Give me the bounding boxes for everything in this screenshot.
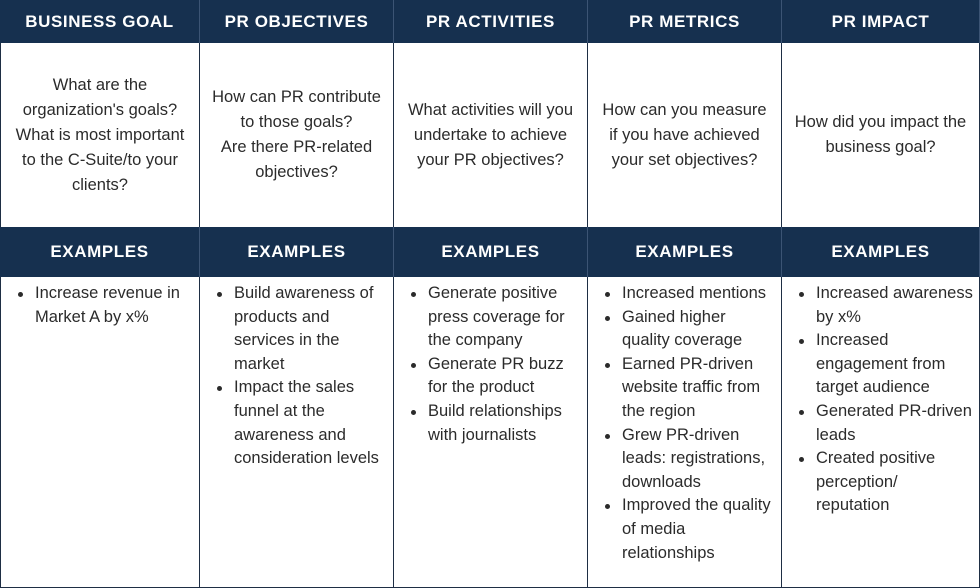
examples-header: EXAMPLES bbox=[394, 227, 588, 277]
question-pr-metrics bbox=[587, 43, 782, 227]
examples-header: EXAMPLES bbox=[0, 227, 200, 277]
list-item: Grew PR-driven leads: registrations, downloads bbox=[622, 424, 777, 495]
question-line: How can PR contribute bbox=[212, 88, 381, 106]
list-item: Increase revenue in Market A by x% bbox=[35, 282, 195, 329]
header-pr-metrics: PR METRICS bbox=[588, 0, 782, 43]
examples-pr-impact bbox=[781, 277, 980, 588]
question-line: to the C-Suite/to your bbox=[22, 150, 178, 169]
question-line: organization's goals? bbox=[22, 100, 178, 119]
question-line: Are there PR-related bbox=[220, 138, 373, 156]
question-line: your set objectives? bbox=[611, 150, 758, 169]
question-line: What are the bbox=[52, 75, 148, 94]
examples-header: EXAMPLES bbox=[200, 227, 394, 277]
list-item: Build relationships with journalists bbox=[428, 400, 583, 447]
question-line: business goal? bbox=[825, 138, 936, 156]
header-business-goal: BUSINESS GOAL bbox=[0, 0, 200, 43]
list-item: Improved the quality of media relationships bbox=[622, 494, 777, 565]
list-item: Impact the sales funnel at the awareness and consideration levels bbox=[234, 376, 389, 470]
header-pr-activities: PR ACTIVITIES bbox=[394, 0, 588, 43]
list-item: Earned PR-driven website traffic from the region bbox=[622, 353, 777, 424]
header-pr-objectives: PR OBJECTIVES bbox=[200, 0, 394, 43]
header-pr-impact: PR IMPACT bbox=[782, 0, 980, 43]
list-item: Increased engagement from target audience bbox=[816, 329, 975, 400]
question-line: What is most important bbox=[15, 125, 185, 144]
examples-pr-metrics bbox=[587, 277, 782, 588]
examples-business-goal bbox=[0, 277, 200, 588]
question-line: if you have achieved bbox=[609, 125, 760, 144]
list-item: Increased mentions bbox=[622, 282, 777, 306]
question-pr-activities bbox=[393, 43, 588, 227]
question-line: What activities will you bbox=[407, 100, 574, 119]
question-line: undertake to achieve bbox=[413, 125, 568, 144]
list-item: Gained higher quality coverage bbox=[622, 306, 777, 353]
examples-pr-objectives bbox=[199, 277, 394, 588]
question-line: your PR objectives? bbox=[417, 150, 564, 169]
list-item: Increased awareness by x% bbox=[816, 282, 975, 329]
list-item: Build awareness of products and services in the market bbox=[234, 282, 389, 376]
question-line: objectives? bbox=[255, 163, 338, 181]
question-pr-objectives bbox=[199, 43, 394, 227]
question-line: clients? bbox=[72, 175, 128, 194]
list-item: Generate positive press coverage for the company bbox=[428, 282, 583, 353]
question-line: to those goals? bbox=[240, 113, 353, 131]
list-item: Created positive perception/ reputation bbox=[816, 447, 975, 518]
examples-header: EXAMPLES bbox=[782, 227, 980, 277]
examples-pr-activities bbox=[393, 277, 588, 588]
list-item: Generated PR-driven leads bbox=[816, 400, 975, 447]
examples-header: EXAMPLES bbox=[588, 227, 782, 277]
question-business-goal bbox=[0, 43, 200, 227]
list-item: Generate PR buzz for the product bbox=[428, 353, 583, 400]
question-line: How did you impact the bbox=[794, 113, 967, 131]
question-line: How can you measure bbox=[602, 100, 767, 119]
question-pr-impact bbox=[781, 43, 980, 227]
